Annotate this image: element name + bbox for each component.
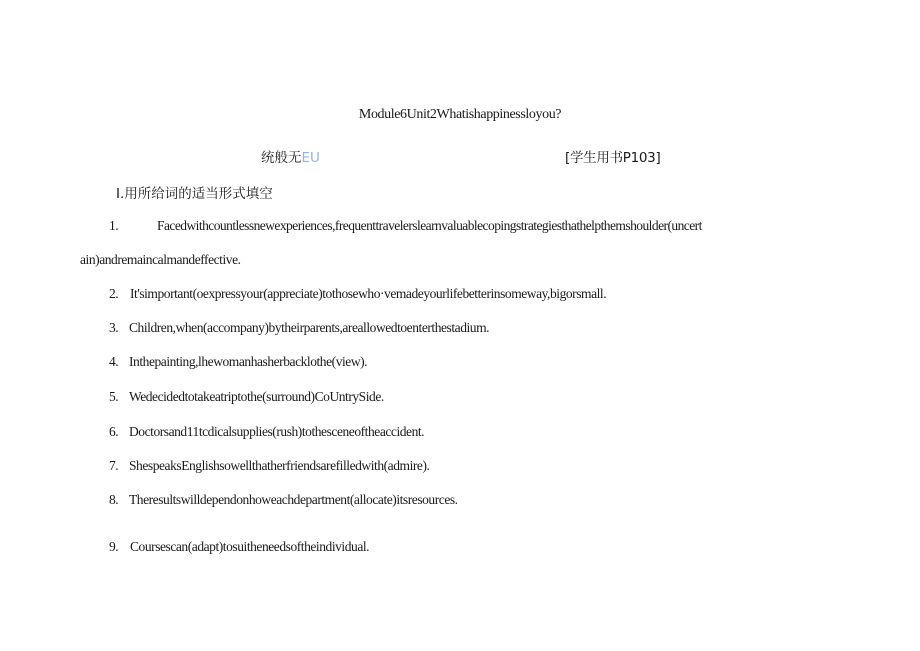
item-text: Doctorsand11tcdicalsupplies(rush)tothesceneoftheaccident. bbox=[129, 424, 425, 439]
item-number: 7. bbox=[109, 458, 119, 473]
subheading-right: [学生用书P103] bbox=[565, 150, 661, 166]
exercise-item-7 bbox=[109, 458, 429, 474]
exercise-item-2 bbox=[109, 286, 606, 302]
item-text: Children,when(accompany)bytheirparents,areallowedtoenterthestadium. bbox=[129, 320, 490, 335]
item-text: Wedecidedtotakeatriptothe(surround)CoUntrySide. bbox=[129, 389, 384, 404]
subheading-left-accent: EU bbox=[301, 150, 320, 166]
exercise-item-4 bbox=[109, 354, 367, 370]
item-number: 6. bbox=[109, 424, 119, 439]
item-number: 9. bbox=[109, 539, 119, 554]
item-text: Facedwithcountlessnewexperiences,frequenttravelerslearnvaluablecopingstrategiesthathelpthemshoulder(uncert bbox=[157, 218, 702, 233]
item-number: 8. bbox=[109, 492, 119, 507]
subheading-left-text: 统般无 bbox=[261, 150, 302, 166]
item-number: 4. bbox=[109, 354, 119, 369]
exercise-item-8 bbox=[109, 492, 458, 508]
item-number: 3. bbox=[109, 320, 119, 335]
item-text: ShespeaksEnglishsowellthatherfriendsarefilledwith(admire). bbox=[129, 458, 430, 473]
item-text: Coursescan(adapt)tosuitheneedsoftheindividual. bbox=[130, 539, 370, 554]
exercise-item-6 bbox=[109, 424, 424, 440]
exercise-item-1-continued: ain)andremaincalmandeffective. bbox=[80, 252, 241, 267]
exercise-item-3 bbox=[109, 320, 489, 336]
item-text: Theresultswilldependonhoweachdepartment(allocate)itsresources. bbox=[129, 492, 458, 507]
item-text: Inthepainting,lhewomanhasherbacklothe(view). bbox=[129, 354, 368, 369]
page-title: Module6Unit2Whatishappinessloyou? bbox=[358, 107, 562, 122]
exercise-item-9 bbox=[109, 539, 369, 555]
exercise-item-5 bbox=[109, 389, 384, 405]
item-number: 1. bbox=[109, 218, 119, 233]
item-number: 2. bbox=[109, 286, 119, 301]
item-text: It'simportant(oexpressyour(appreciate)tothosewho·vemadeyourlifebetterinsomeway,bigorsmall. bbox=[130, 286, 607, 301]
subheading-left bbox=[261, 146, 320, 166]
section-heading: I.用所给词的适当形式填空 bbox=[116, 186, 273, 202]
exercise-item-1 bbox=[109, 218, 702, 234]
item-number: 5. bbox=[109, 389, 119, 404]
